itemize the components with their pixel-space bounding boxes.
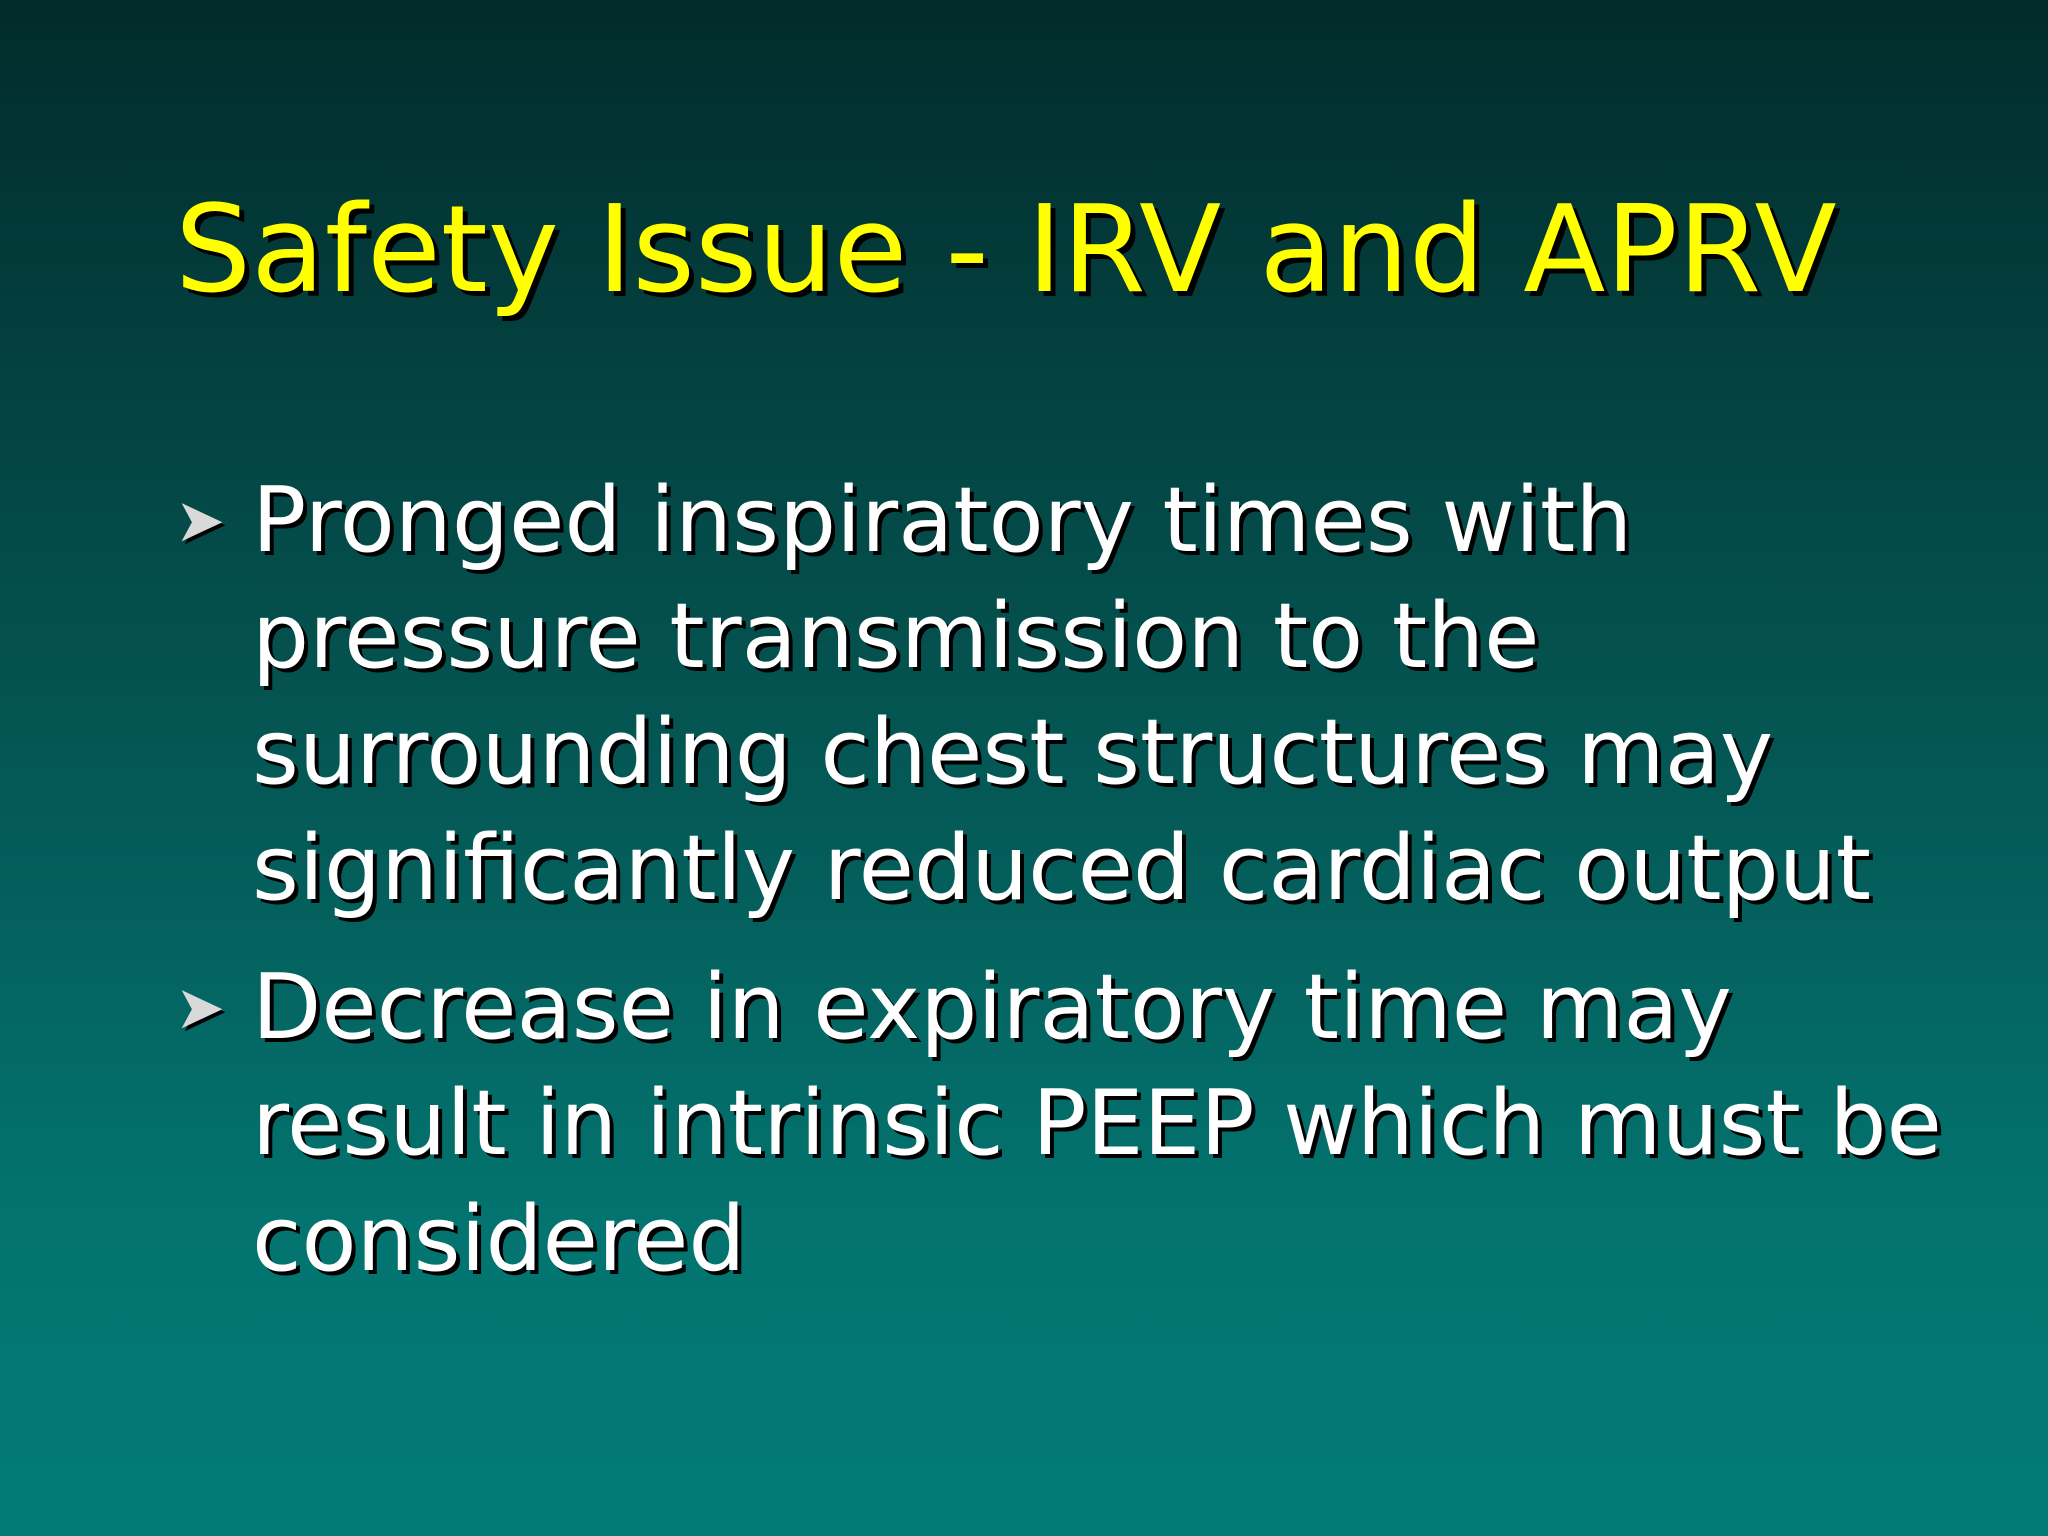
bullet-item-1 xyxy=(175,463,1955,927)
arrowhead-bullet-icon: ➤ xyxy=(175,486,226,556)
slide-title: Safety Issue - IRV and APRV xyxy=(175,181,1837,320)
arrowhead-bullet-icon: ➤ xyxy=(175,973,226,1043)
bullet-text-2: Decrease in expiratory time may result in intrinsic PEEP which must be considered xyxy=(252,955,1942,1292)
bullet-text-1: Pronged inspiratory times with pressure transmission to the surrounding chest structures may significantly reduced cardiac output xyxy=(252,468,1872,921)
bullet-list xyxy=(175,463,1955,1298)
bullet-item-2 xyxy=(175,950,1955,1298)
